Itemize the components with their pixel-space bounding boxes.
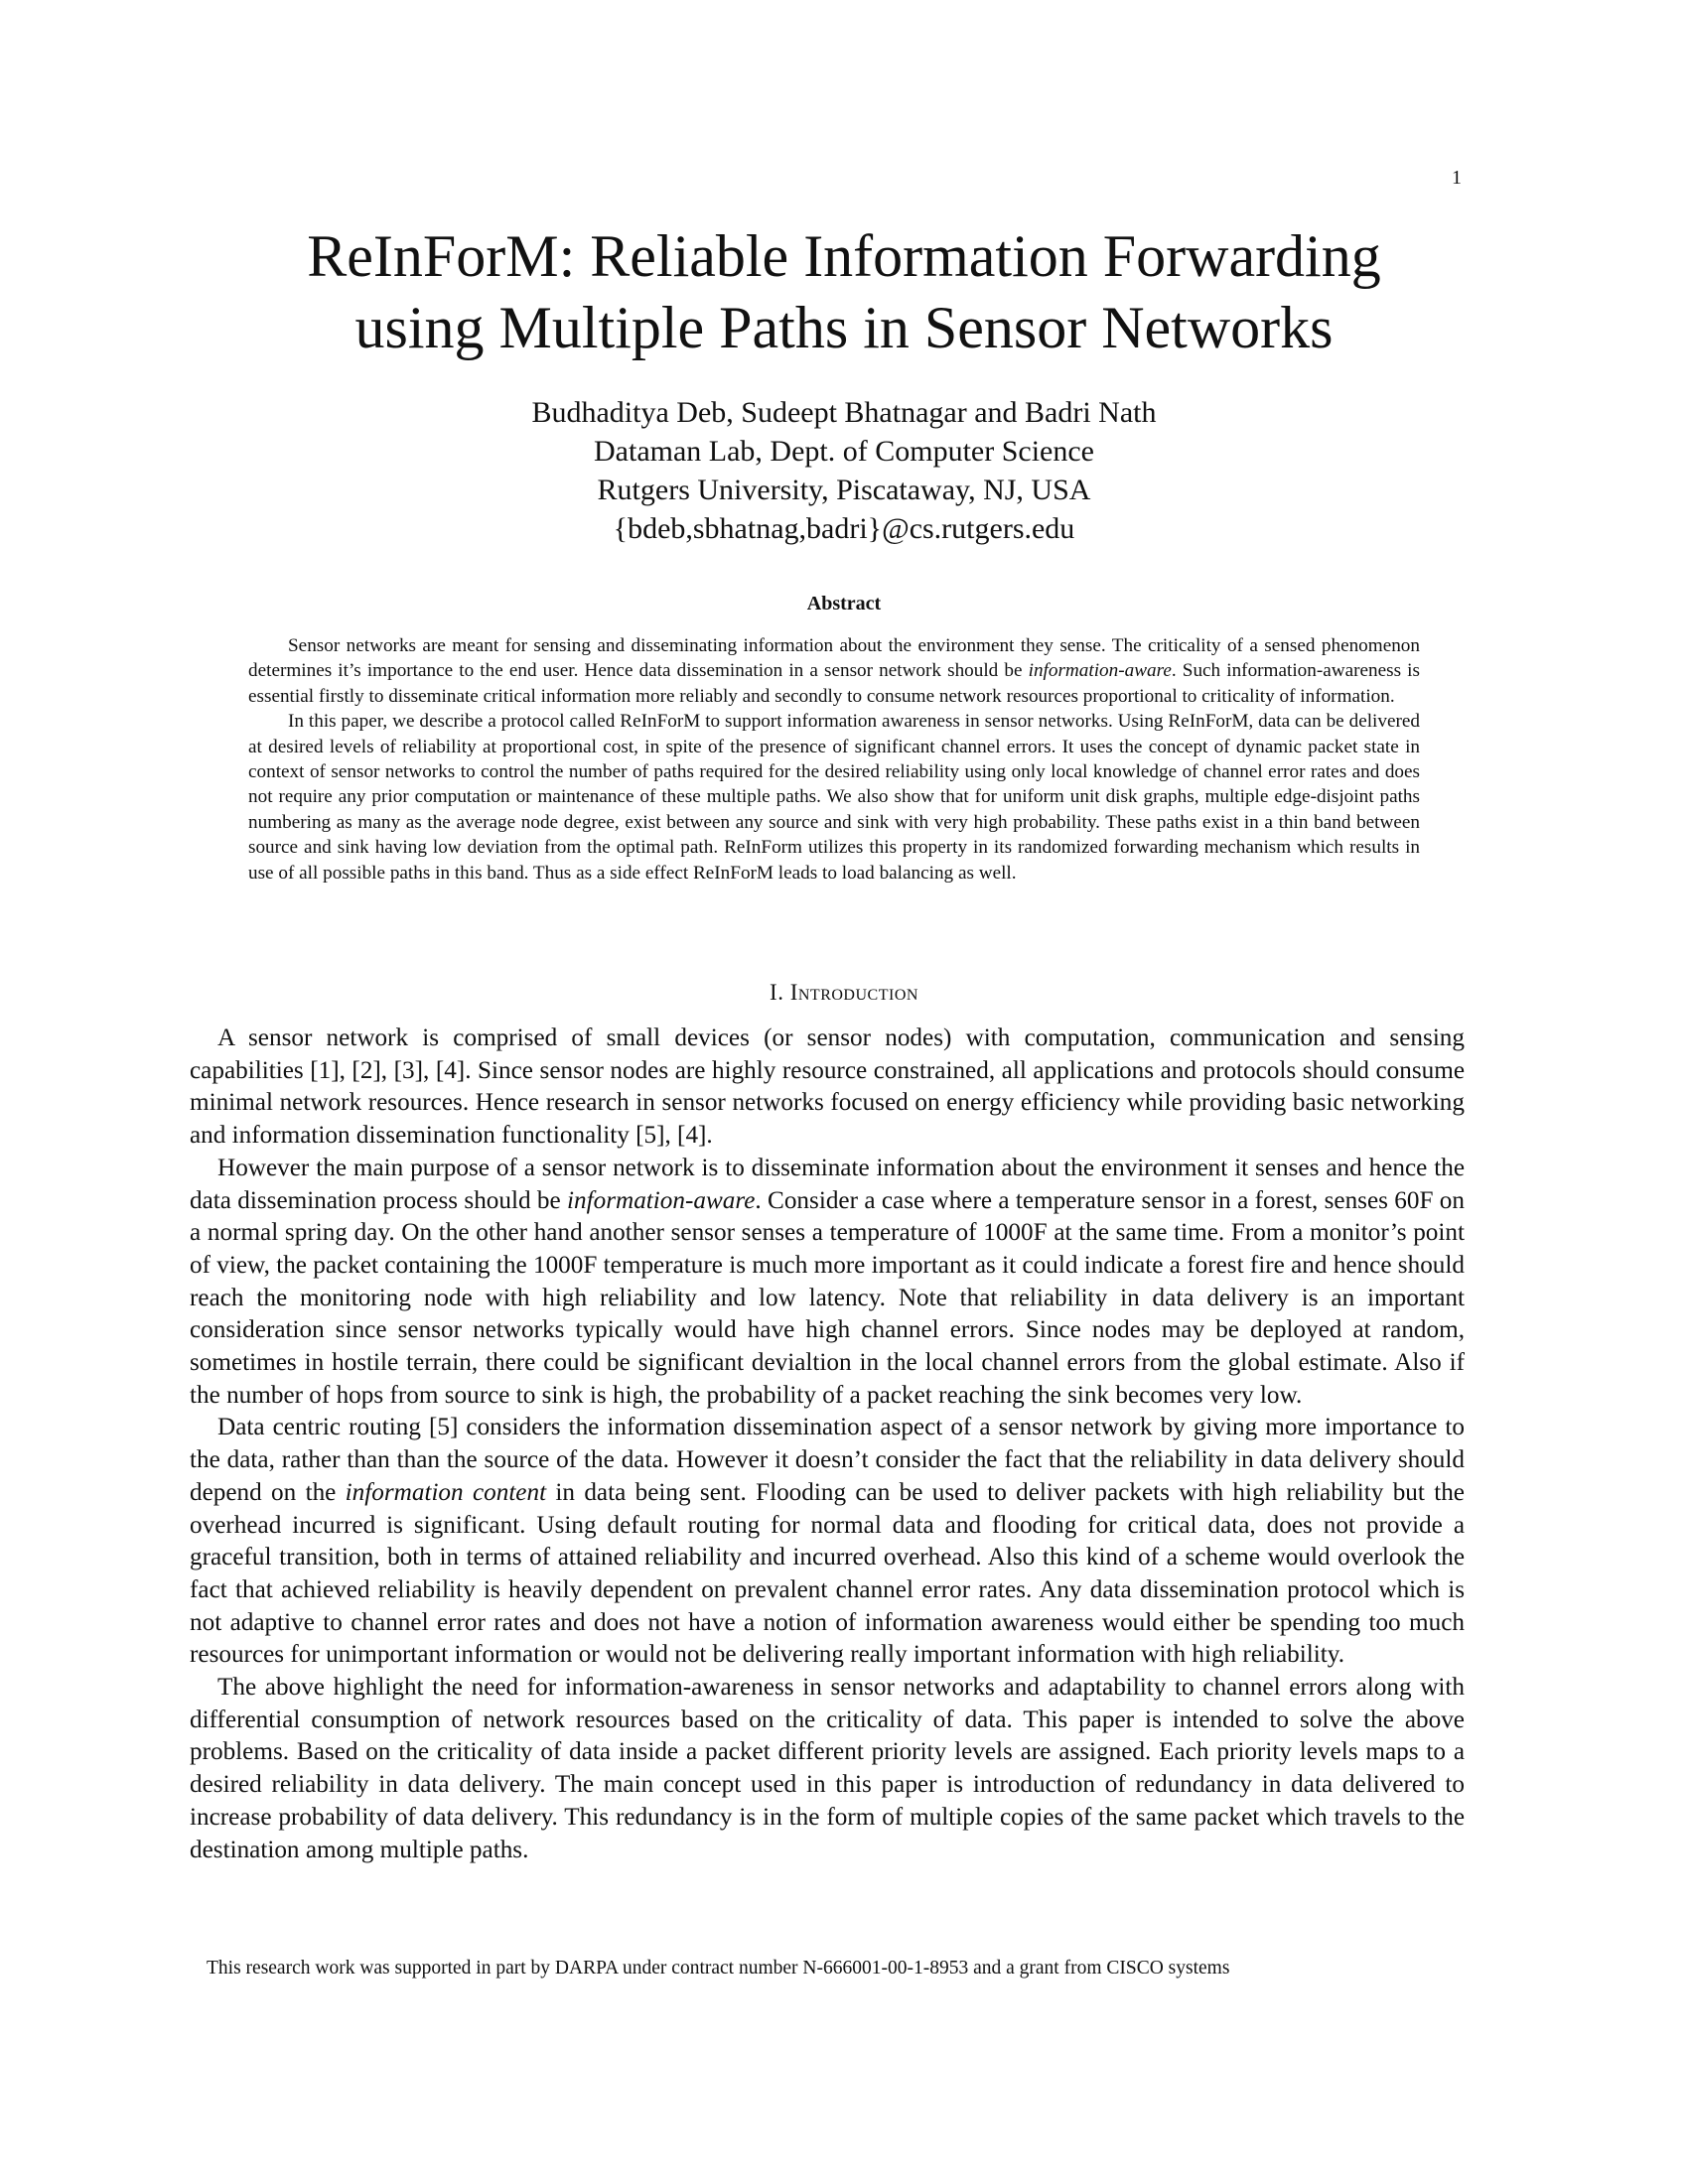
body-emphasis: information-aware xyxy=(567,1186,756,1214)
abstract-body xyxy=(248,633,1420,886)
title-line-2: using Multiple Paths in Sensor Networks xyxy=(354,295,1334,360)
title-line-1: ReInForM: Reliable Information Forwarding xyxy=(307,223,1381,289)
body-paragraph xyxy=(190,1153,1465,1413)
author-emails: {bdeb,sbhatnag,badri}@cs.rutgers.edu xyxy=(613,512,1075,545)
abstract-text: Sensor networks are meant for sensing and disseminating information about the environment they sense. The criticality of a sensed phenomenon determines it’s importance to the end user. Hence data dissemination in a sensor network should be xyxy=(248,635,1420,682)
section-title: Introduction xyxy=(789,980,918,1005)
body-text: . Consider a case where a temperature sensor in a forest, senses 60F on a normal spring day. On the other hand another sensor senses a temperature of 1000F at the same time. From a monitor’s point of view, the packet containing the 1000F temperature is much more important as it could indicate a forest fire and hence should reach the monitoring node with high reliability and low latency. Note that reliability in data delivery is an important consideration since sensor networks typically would have high channel errors. Since nodes may be deployed at random, sometimes in hostile terrain, there could be significant devialtion in the local channel errors from the global estimate. Also if the number of hops from source to sink is high, the probability of a packet reaching the sink becomes very low. xyxy=(190,1186,1465,1409)
abstract-emphasis: information-aware xyxy=(1028,660,1172,682)
affiliation-university: Rutgers University, Piscataway, NJ, USA xyxy=(597,474,1091,506)
body-paragraph: A sensor network is comprised of small devices (or sensor nodes) with computation, communication and sensing capabilities [1], [2], [3], [4]. Since sensor nodes are highly resource constrained, all applications and protocols should consume minimal network resources. Hence research in sensor networks focused on energy efficiency while providing basic networking and information dissemination functionality [5], [4]. xyxy=(190,1024,1465,1150)
page-number: 1 xyxy=(1452,167,1462,189)
abstract-paragraph xyxy=(248,633,1420,709)
affiliation-lab: Dataman Lab, Dept. of Computer Science xyxy=(594,435,1094,468)
author-names: Budhaditya Deb, Sudeept Bhatnagar and Badri Nath xyxy=(531,396,1157,429)
body-emphasis: information content xyxy=(345,1478,547,1506)
abstract-text: . Such information-awareness is essential firstly to disseminate critical information more reliably and secondly to consume network resources proportional to criticality of information. xyxy=(248,660,1420,707)
author-block xyxy=(149,393,1539,548)
introduction-body xyxy=(190,1023,1465,1866)
section-number: I. xyxy=(770,980,784,1005)
body-text: However the main purpose of a sensor network is to disseminate information about the environment it senses and hence the data dissemination process should be xyxy=(190,1154,1465,1214)
body-text: Data centric routing [5] considers the information dissemination aspect of a sensor network by giving more importance to the data, rather than than the source of the data. However it doesn’t consider the fact that the reliability in data delivery should depend on the xyxy=(190,1414,1465,1506)
abstract-heading: Abstract xyxy=(806,593,882,614)
abstract-paragraph: In this paper, we describe a protocol called ReInForM to support information awareness in sensor networks. Using ReInForM, data can be delivered at desired levels of reliability at proportional cost, in spite of the presence of significant channel errors. It uses the concept of dynamic packet state in context of sensor networks to control the number of paths required for the desired reliability using only local knowledge of channel error rates and does not require any prior computation or maintenance of these multiple paths. We also show that for uniform unit disk graphs, multiple edge-disjoint paths numbering as many as the average node degree, exist between any source and sink with very high probability. These paths exist in a thin band between source and sink having low deviation from the optimal path. ReInForm utilizes this property in its randomized forwarding mechanism which results in use of all possible paths in this band. Thus as a side effect ReInForM leads to load balancing as well. xyxy=(248,711,1420,884)
funding-footnote: This research work was supported in part by DARPA under contract number N-666001-00-1-8953 and a grant from CISCO systems xyxy=(207,1958,1230,1979)
paper-title xyxy=(149,220,1539,363)
body-paragraph xyxy=(190,1412,1465,1672)
body-text: in data being sent. Flooding can be used to deliver packets with high reliability but the overhead incurred is significant. Using default routing for normal data and flooding for critical data, does not provide a graceful transition, both in terms of attained reliability and incurred overhead. Also this kind of a scheme would overlook the fact that achieved reliability is heavily dependent on prevalent channel error rates. Any data dissemination protocol which is not adaptive to channel error rates and does not have a notion of information awareness would either be spending too much resources for unimportant information or would not be delivering really important information with high reliability. xyxy=(190,1478,1465,1669)
body-paragraph: The above highlight the need for information-awareness in sensor networks and adaptability to channel errors along with differential consumption of network resources based on the criticality of data. This paper is intended to solve the above problems. Based on the criticality of data inside a packet different priority levels are assigned. Each priority levels maps to a desired reliability in data delivery. The main concept used in this paper is introduction of redundancy in data delivered to increase probability of data delivery. This redundancy is in the form of multiple copies of the same packet which travels to the destination among multiple paths. xyxy=(190,1674,1465,1863)
section-heading-introduction xyxy=(149,980,1539,1006)
